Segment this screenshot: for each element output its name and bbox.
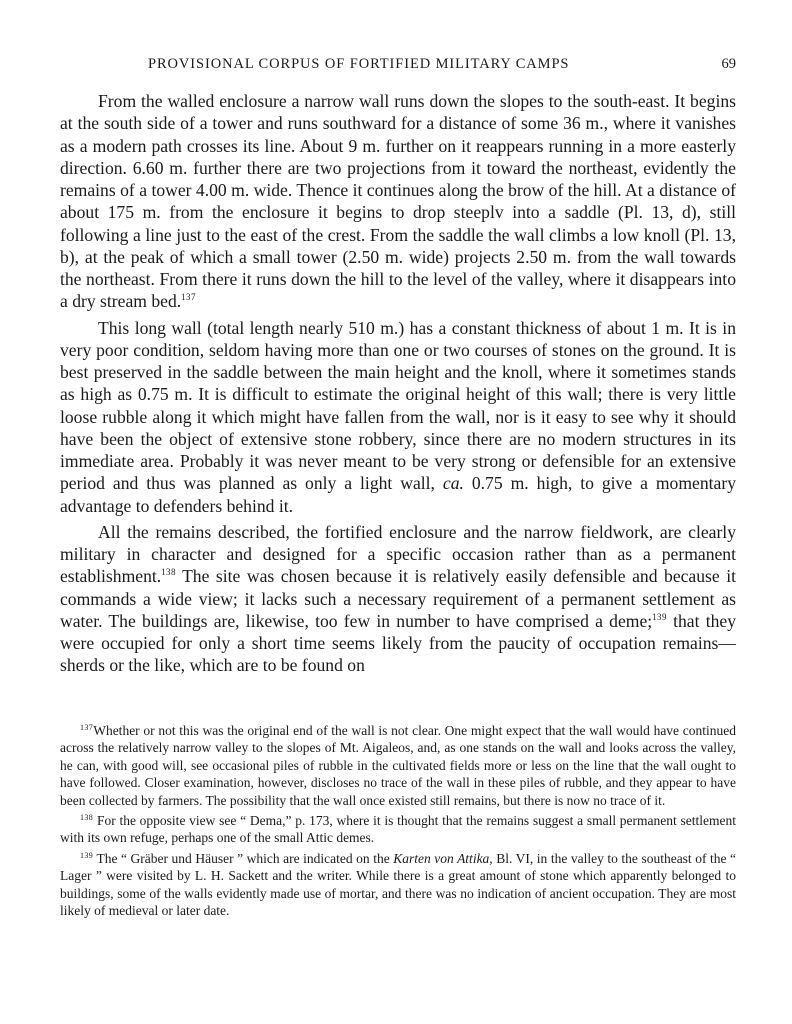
footnote-139 (60, 850, 736, 920)
page-number: 69 (721, 56, 736, 72)
footnote-139-text-end: Bl. VI, in the valley to the southeast of the “ Lager ” were visited by L. H. Sackett and the writer. While there is a great amount of stone which apparently belonged to buildings, some of the walls evidently made use of mortar, and there was no indication of ancient occupation. They are most likely of medieval or later date. (60, 850, 737, 919)
footnote-ref-137[interactable]: 137 (181, 292, 196, 303)
footnote-137 (60, 722, 736, 809)
running-head (60, 56, 736, 76)
footnote-number-139: 139 (80, 850, 94, 860)
paragraph-3-text-c: that they were occupied for only a short time seems likely from the paucity of occupation remains—sherds or the like, which are to be found on (60, 610, 736, 676)
paragraph-2-italic: ca. (442, 473, 464, 494)
paragraph-1 (60, 90, 736, 313)
body-text (60, 90, 736, 681)
footnote-139-italic: Karten von Attika, (393, 850, 493, 866)
paragraph-3-text-a: All the remains described, the fortified enclosure and the narrow fieldwork, are clearly military in character and designed for a specific occasion rather than as a permanent establishment. (60, 521, 736, 587)
footnote-number-138: 138 (80, 813, 94, 823)
footnote-137-text: Whether or not this was the original end of the wall is not clear. One might expect that the wall would have continued across the relatively narrow valley to the slopes of Mt. Aigaleos, and, as one stands on the wall and looks across the valley, he can, with good will, see occasional piles of rubble in the cultivated fields more or less on the line that the wall ought to have followed. Closer examination, however, discloses no trace of the wall in these piles of rubble, and they appear to have been collected by farmers. The possibility that the wall once existed still remains, but there is now no trace of it. (60, 723, 736, 808)
paragraph-3 (60, 521, 736, 677)
footnote-138-text: For the opposite view see “ Dema,” p. 173, where it is thought that the remains suggest a small permanent settlement with its own refuge, perhaps one of the small Attic demes. (60, 813, 737, 846)
footnote-139-text: The “ Gräber und Häuser ” which are indicated on the (96, 850, 390, 866)
paragraph-2-text-end: 0.75 m. high, to give a momentary advantage to defenders behind it. (60, 473, 736, 516)
paragraph-2-text: This long wall (total length nearly 510 m.) has a constant thickness of about 1 m. It is in very poor condition, seldom having more than one or two courses of stones on the ground. It is best preserved in the saddle between the main height and the knoll, where it sometimes stands as high as 0.75 m. It is difficult to estimate the original height of this wall; there is very little loose rubble along it which might have fallen from the wall, nor is it easy to see why it should have been the object of extensive stone robbery, since there are no modern structures in its immediate area. Probably it was never meant to be very strong or defensible for an extensive period and thus was planned as only a light wall, (60, 317, 736, 494)
footnote-ref-138[interactable]: 138 (161, 567, 176, 578)
footnote-ref-139[interactable]: 139 (652, 611, 667, 622)
footnote-number-137: 137 (80, 723, 94, 732)
paragraph-1-text: From the walled enclosure a narrow wall runs down the slopes to the south-east. It begins at the south side of a tower and runs southward for a distance of some 36 m., where it vanishes as a modern path crosses its line. About 9 m. further on it reappears running in a more easterly direction. 6.60 m. further there are two projections from it toward the northeast, evidently the remains of a tower 4.00 m. wide. Thence it continues along the brow of the hill. At a distance of about 175 m. from the enclosure it begins to drop steeplv into a saddle (Pl. 13, d), still following a line just to the east of the crest. From the saddle the wall climbs a low knoll (Pl. 13, b), at the peak of which a small tower (2.50 m. wide) projects 2.50 m. from the wall towards the northeast. From there it runs down the hill to the level of the valley, where it disappears into a dry stream bed. (60, 91, 736, 312)
paragraph-2 (60, 317, 736, 517)
running-title: PROVISIONAL CORPUS OF FORTIFIED MILITARY CAMPS (148, 56, 570, 72)
paragraph-3-text-b: The site was chosen because it is relatively easily defensible and because it commands a wide view; it lacks such a necessary requirement of a permanent settlement as water. The buildings are, likewise, too few in number to have comprised a deme; (60, 566, 736, 631)
footnote-138 (60, 812, 736, 847)
footnotes (60, 722, 736, 922)
